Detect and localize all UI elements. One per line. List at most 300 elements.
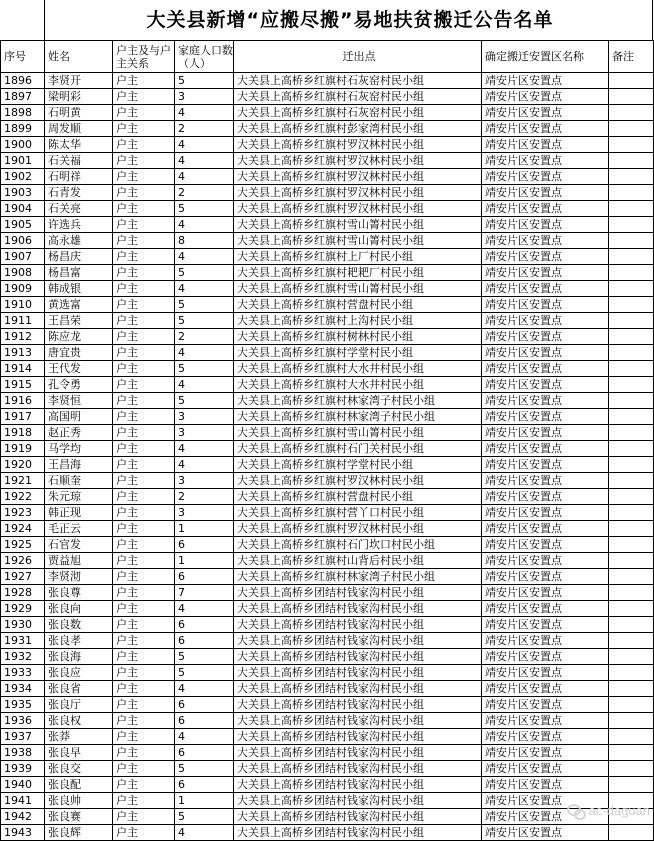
- cell-note: [609, 569, 654, 585]
- cell-origin: 大关县上高桥乡团结村钱家沟村民小组: [234, 777, 482, 793]
- cell-family-size: 4: [175, 729, 234, 745]
- cell-family-size: 5: [175, 361, 234, 377]
- cell-name: 李贤开: [45, 73, 113, 89]
- cell-note: [609, 601, 654, 617]
- cell-relation: 户主: [113, 505, 175, 521]
- table-row: [1, 121, 654, 137]
- cell-origin: 大关县上高桥乡团结村钱家沟村民小组: [234, 601, 482, 617]
- cell-area: 靖安片区安置点: [482, 537, 609, 553]
- cell-name: 高国明: [45, 409, 113, 425]
- cell-area: 靖安片区安置点: [482, 665, 609, 681]
- cell-relation: 户主: [113, 713, 175, 729]
- table-row: [1, 73, 654, 89]
- cell-area: 靖安片区安置点: [482, 345, 609, 361]
- cell-name: 杨昌庆: [45, 249, 113, 265]
- table-row: [1, 569, 654, 585]
- cell-origin: 大关县上高桥乡红旗村雪山箐村民小组: [234, 281, 482, 297]
- cell-origin: 大关县上高桥乡红旗村罗汉林村民小组: [234, 169, 482, 185]
- cell-area: 靖安片区安置点: [482, 457, 609, 473]
- cell-note: [609, 121, 654, 137]
- cell-note: [609, 377, 654, 393]
- table-row: [1, 601, 654, 617]
- cell-seq: 1906: [1, 233, 45, 249]
- cell-name: 张良海: [45, 649, 113, 665]
- cell-relation: 户主: [113, 665, 175, 681]
- title-left-cell: [0, 0, 45, 40]
- cell-origin: 大关县上高桥乡红旗村石灰窑村民小组: [234, 73, 482, 89]
- cell-relation: 户主: [113, 377, 175, 393]
- watermark: [567, 803, 650, 818]
- cell-note: [609, 281, 654, 297]
- header-name: 姓名: [45, 41, 113, 73]
- table-row: [1, 457, 654, 473]
- cell-area: 靖安片区安置点: [482, 281, 609, 297]
- cell-relation: 户主: [113, 745, 175, 761]
- cell-family-size: 2: [175, 121, 234, 137]
- header-family-size: 家庭人口数（人）: [175, 41, 234, 73]
- cell-origin: 大关县上高桥乡红旗村罗汉林村民小组: [234, 185, 482, 201]
- cell-name: 王昌荣: [45, 313, 113, 329]
- cell-seq: 1939: [1, 761, 45, 777]
- table-row: [1, 537, 654, 553]
- table-row: [1, 633, 654, 649]
- cell-name: 石官发: [45, 537, 113, 553]
- cell-note: [609, 105, 654, 121]
- cell-note: [609, 729, 654, 745]
- cell-note: [609, 425, 654, 441]
- cell-area: 靖安片区安置点: [482, 217, 609, 233]
- table-row: [1, 793, 654, 809]
- cell-name: 石顺奎: [45, 473, 113, 489]
- cell-relation: 户主: [113, 89, 175, 105]
- cell-family-size: 5: [175, 761, 234, 777]
- cell-seq: 1912: [1, 329, 45, 345]
- cell-relation: 户主: [113, 633, 175, 649]
- relocation-table: [0, 40, 654, 841]
- cell-seq: 1925: [1, 537, 45, 553]
- table-row: [1, 281, 654, 297]
- cell-area: 靖安片区安置点: [482, 105, 609, 121]
- table-row: [1, 521, 654, 537]
- cell-name: 张良辉: [45, 825, 113, 841]
- cell-relation: 户主: [113, 793, 175, 809]
- cell-area: 靖安片区安置点: [482, 617, 609, 633]
- cell-name: 高永雄: [45, 233, 113, 249]
- cell-seq: 1922: [1, 489, 45, 505]
- cell-area: 靖安片区安置点: [482, 377, 609, 393]
- cell-family-size: 3: [175, 473, 234, 489]
- table-body: [1, 73, 654, 841]
- cell-seq: 1943: [1, 825, 45, 841]
- cell-seq: 1940: [1, 777, 45, 793]
- cell-relation: 户主: [113, 409, 175, 425]
- cell-relation: 户主: [113, 393, 175, 409]
- cell-family-size: 6: [175, 697, 234, 713]
- cell-origin: 大关县上高桥乡红旗村雪山箐村民小组: [234, 217, 482, 233]
- cell-area: 靖安片区安置点: [482, 185, 609, 201]
- cell-name: 王昌海: [45, 457, 113, 473]
- cell-seq: 1918: [1, 425, 45, 441]
- cell-seq: 1902: [1, 169, 45, 185]
- cell-seq: 1933: [1, 665, 45, 681]
- cell-name: 张莽: [45, 729, 113, 745]
- cell-note: [609, 617, 654, 633]
- cell-origin: 大关县上高桥乡团结村钱家沟村民小组: [234, 585, 482, 601]
- cell-relation: 户主: [113, 73, 175, 89]
- cell-family-size: 4: [175, 137, 234, 153]
- cell-area: 靖安片区安置点: [482, 393, 609, 409]
- cell-relation: 户主: [113, 457, 175, 473]
- header-relation: 户主及与户主关系: [113, 41, 175, 73]
- cell-note: [609, 553, 654, 569]
- cell-area: 靖安片区安置点: [482, 441, 609, 457]
- cell-seq: 1934: [1, 681, 45, 697]
- cell-relation: 户主: [113, 105, 175, 121]
- cell-relation: 户主: [113, 217, 175, 233]
- cell-note: [609, 297, 654, 313]
- cell-seq: 1911: [1, 313, 45, 329]
- cell-origin: 大关县上高桥乡团结村钱家沟村民小组: [234, 713, 482, 729]
- table-row: [1, 585, 654, 601]
- cell-origin: 大关县上高桥乡团结村钱家沟村民小组: [234, 681, 482, 697]
- cell-origin: 大关县上高桥乡红旗村罗汉林村民小组: [234, 201, 482, 217]
- cell-name: 张良交: [45, 761, 113, 777]
- cell-area: 靖安片区安置点: [482, 121, 609, 137]
- cell-family-size: 5: [175, 265, 234, 281]
- cell-area: 靖安片区安置点: [482, 169, 609, 185]
- cell-family-size: 1: [175, 793, 234, 809]
- cell-area: 靖安片区安置点: [482, 137, 609, 153]
- cell-origin: 大关县上高桥乡红旗村营盘村民小组: [234, 489, 482, 505]
- cell-seq: 1921: [1, 473, 45, 489]
- header-origin: 迁出点: [234, 41, 482, 73]
- cell-note: [609, 361, 654, 377]
- table-row: [1, 553, 654, 569]
- cell-note: [609, 137, 654, 153]
- cell-relation: 户主: [113, 617, 175, 633]
- cell-seq: 1914: [1, 361, 45, 377]
- cell-name: 张良向: [45, 601, 113, 617]
- cell-relation: 户主: [113, 777, 175, 793]
- table-header-row: [1, 41, 654, 73]
- table-row: [1, 233, 654, 249]
- cell-relation: 户主: [113, 281, 175, 297]
- cell-note: [609, 489, 654, 505]
- cell-family-size: 6: [175, 617, 234, 633]
- cell-note: [609, 457, 654, 473]
- cell-name: 许选兵: [45, 217, 113, 233]
- cell-family-size: 1: [175, 521, 234, 537]
- cell-note: [609, 681, 654, 697]
- cell-area: 靖安片区安置点: [482, 825, 609, 841]
- table-row: [1, 345, 654, 361]
- cell-seq: 1935: [1, 697, 45, 713]
- cell-area: 靖安片区安置点: [482, 505, 609, 521]
- table-row: [1, 425, 654, 441]
- cell-note: [609, 713, 654, 729]
- table-row: [1, 313, 654, 329]
- cell-origin: 大关县上高桥乡红旗村雪山箐村民小组: [234, 425, 482, 441]
- table-row: [1, 297, 654, 313]
- cell-name: 唐宜贵: [45, 345, 113, 361]
- cell-seq: 1896: [1, 73, 45, 89]
- cell-origin: 大关县上高桥乡红旗村树林村民小组: [234, 329, 482, 345]
- cell-note: [609, 233, 654, 249]
- cell-seq: 1903: [1, 185, 45, 201]
- cell-name: 王代发: [45, 361, 113, 377]
- cell-name: 张良数: [45, 617, 113, 633]
- cell-name: 张良赛: [45, 809, 113, 825]
- header-seq: 序号: [1, 41, 45, 73]
- cell-area: 靖安片区安置点: [482, 313, 609, 329]
- cell-origin: 大关县上高桥乡团结村钱家沟村民小组: [234, 825, 482, 841]
- cell-name: 周发顺: [45, 121, 113, 137]
- cell-family-size: 5: [175, 809, 234, 825]
- cell-seq: 1900: [1, 137, 45, 153]
- cell-family-size: 4: [175, 249, 234, 265]
- cell-seq: 1898: [1, 105, 45, 121]
- cell-seq: 1897: [1, 89, 45, 105]
- table-row: [1, 153, 654, 169]
- cell-origin: 大关县上高桥乡红旗村林家湾子村民小组: [234, 409, 482, 425]
- table-row: [1, 777, 654, 793]
- cell-area: 靖安片区安置点: [482, 681, 609, 697]
- table-row: [1, 361, 654, 377]
- cell-origin: 大关县上高桥乡红旗村石门坎口村民小组: [234, 537, 482, 553]
- cell-seq: 1924: [1, 521, 45, 537]
- table-row: [1, 473, 654, 489]
- cell-relation: 户主: [113, 249, 175, 265]
- table-row: [1, 745, 654, 761]
- cell-note: [609, 169, 654, 185]
- cell-family-size: 5: [175, 297, 234, 313]
- cell-relation: 户主: [113, 441, 175, 457]
- cell-name: 黄选富: [45, 297, 113, 313]
- cell-note: [609, 745, 654, 761]
- cell-family-size: 5: [175, 393, 234, 409]
- watermark-text: ac-daguan: [588, 803, 650, 818]
- cell-family-size: 4: [175, 153, 234, 169]
- table-row: [1, 105, 654, 121]
- cell-family-size: 7: [175, 585, 234, 601]
- cell-family-size: 6: [175, 537, 234, 553]
- cell-area: 靖安片区安置点: [482, 585, 609, 601]
- table-row: [1, 185, 654, 201]
- cell-name: 孔令勇: [45, 377, 113, 393]
- cell-family-size: 5: [175, 313, 234, 329]
- cell-seq: 1913: [1, 345, 45, 361]
- cell-name: 石明祥: [45, 169, 113, 185]
- cell-relation: 户主: [113, 521, 175, 537]
- cell-name: 张良厅: [45, 697, 113, 713]
- cell-family-size: 4: [175, 681, 234, 697]
- cell-seq: 1923: [1, 505, 45, 521]
- cell-family-size: 4: [175, 345, 234, 361]
- table-row: [1, 377, 654, 393]
- cell-area: 靖安片区安置点: [482, 249, 609, 265]
- table-row: [1, 441, 654, 457]
- cell-seq: 1910: [1, 297, 45, 313]
- cell-family-size: 2: [175, 185, 234, 201]
- cell-note: [609, 537, 654, 553]
- cell-name: 李贤沏: [45, 569, 113, 585]
- cell-name: 杨昌富: [45, 265, 113, 281]
- cell-seq: 1916: [1, 393, 45, 409]
- cell-area: 靖安片区安置点: [482, 809, 609, 825]
- cell-area: 靖安片区安置点: [482, 713, 609, 729]
- cell-note: [609, 521, 654, 537]
- cell-seq: 1904: [1, 201, 45, 217]
- cell-name: 张良早: [45, 745, 113, 761]
- cell-note: [609, 761, 654, 777]
- cell-note: [609, 585, 654, 601]
- cell-seq: 1938: [1, 745, 45, 761]
- header-area: 确定搬迁安置区名称: [482, 41, 609, 73]
- cell-seq: 1942: [1, 809, 45, 825]
- cell-name: 石关亮: [45, 201, 113, 217]
- cell-relation: 户主: [113, 825, 175, 841]
- cell-relation: 户主: [113, 585, 175, 601]
- cell-seq: 1928: [1, 585, 45, 601]
- cell-seq: 1930: [1, 617, 45, 633]
- cell-relation: 户主: [113, 489, 175, 505]
- cell-origin: 大关县上高桥乡红旗村耙耙厂村民小组: [234, 265, 482, 281]
- cell-seq: 1905: [1, 217, 45, 233]
- cell-area: 靖安片区安置点: [482, 521, 609, 537]
- cell-seq: 1936: [1, 713, 45, 729]
- header-note: 备注: [609, 41, 654, 73]
- cell-origin: 大关县上高桥乡红旗村大水井村民小组: [234, 361, 482, 377]
- cell-name: 石关福: [45, 153, 113, 169]
- cell-area: 靖安片区安置点: [482, 297, 609, 313]
- cell-seq: 1899: [1, 121, 45, 137]
- cell-family-size: 5: [175, 73, 234, 89]
- cell-name: 张良配: [45, 777, 113, 793]
- cell-area: 靖安片区安置点: [482, 153, 609, 169]
- cell-origin: 大关县上高桥乡团结村钱家沟村民小组: [234, 665, 482, 681]
- cell-origin: 大关县上高桥乡红旗村罗汉林村民小组: [234, 137, 482, 153]
- cell-area: 靖安片区安置点: [482, 233, 609, 249]
- table-row: [1, 505, 654, 521]
- cell-relation: 户主: [113, 569, 175, 585]
- cell-origin: 大关县上高桥乡团结村钱家沟村民小组: [234, 761, 482, 777]
- cell-note: [609, 505, 654, 521]
- cell-relation: 户主: [113, 601, 175, 617]
- cell-relation: 户主: [113, 169, 175, 185]
- cell-name: 韩正现: [45, 505, 113, 521]
- cell-name: 韩成银: [45, 281, 113, 297]
- cell-name: 马学均: [45, 441, 113, 457]
- cell-origin: 大关县上高桥乡红旗村山背后村民小组: [234, 553, 482, 569]
- cell-area: 靖安片区安置点: [482, 425, 609, 441]
- cell-seq: 1937: [1, 729, 45, 745]
- cell-relation: 户主: [113, 345, 175, 361]
- cell-origin: 大关县上高桥乡团结村钱家沟村民小组: [234, 633, 482, 649]
- table-row: [1, 665, 654, 681]
- cell-area: 靖安片区安置点: [482, 601, 609, 617]
- cell-name: 朱元琼: [45, 489, 113, 505]
- cell-family-size: 2: [175, 329, 234, 345]
- table-row: [1, 201, 654, 217]
- cell-family-size: 4: [175, 281, 234, 297]
- page-title: 大关县新增“应搬尽搬”易地扶贫搬迁公告名单: [146, 9, 554, 31]
- cell-name: 石青发: [45, 185, 113, 201]
- cell-family-size: 3: [175, 505, 234, 521]
- cell-relation: 户主: [113, 233, 175, 249]
- cell-origin: 大关县上高桥乡红旗村上厂村民小组: [234, 249, 482, 265]
- cell-origin: 大关县上高桥乡红旗村上沟村民小组: [234, 313, 482, 329]
- cell-origin: 大关县上高桥乡红旗村营盘村民小组: [234, 297, 482, 313]
- title-row: [0, 0, 654, 41]
- cell-note: [609, 633, 654, 649]
- cell-name: 陈应龙: [45, 329, 113, 345]
- cell-origin: 大关县上高桥乡红旗村石门关村民小组: [234, 441, 482, 457]
- cell-family-size: 4: [175, 217, 234, 233]
- table-row: [1, 137, 654, 153]
- cell-origin: 大关县上高桥乡团结村钱家沟村民小组: [234, 793, 482, 809]
- cell-area: 靖安片区安置点: [482, 473, 609, 489]
- cell-relation: 户主: [113, 681, 175, 697]
- cell-origin: 大关县上高桥乡团结村钱家沟村民小组: [234, 729, 482, 745]
- cell-area: 靖安片区安置点: [482, 553, 609, 569]
- cell-origin: 大关县上高桥乡红旗村大水井村民小组: [234, 377, 482, 393]
- cell-note: [609, 185, 654, 201]
- cell-note: [609, 201, 654, 217]
- cell-origin: 大关县上高桥乡红旗村林家湾子村民小组: [234, 393, 482, 409]
- cell-family-size: 3: [175, 425, 234, 441]
- cell-area: 靖安片区安置点: [482, 761, 609, 777]
- cell-family-size: 6: [175, 713, 234, 729]
- cell-note: [609, 777, 654, 793]
- table-row: [1, 825, 654, 841]
- cell-origin: 大关县上高桥乡红旗村罗汉林村民小组: [234, 521, 482, 537]
- cell-seq: 1908: [1, 265, 45, 281]
- cell-note: [609, 825, 654, 841]
- cell-relation: 户主: [113, 809, 175, 825]
- cell-note: [609, 409, 654, 425]
- cell-name: 张良孝: [45, 633, 113, 649]
- cell-family-size: 6: [175, 569, 234, 585]
- table-row: [1, 697, 654, 713]
- cell-family-size: 4: [175, 601, 234, 617]
- cell-family-size: 6: [175, 745, 234, 761]
- cell-relation: 户主: [113, 649, 175, 665]
- cell-note: [609, 265, 654, 281]
- cell-seq: 1926: [1, 553, 45, 569]
- cell-area: 靖安片区安置点: [482, 729, 609, 745]
- cell-seq: 1909: [1, 281, 45, 297]
- cell-family-size: 5: [175, 201, 234, 217]
- cell-area: 靖安片区安置点: [482, 361, 609, 377]
- cell-note: [609, 393, 654, 409]
- table-row: [1, 393, 654, 409]
- cell-seq: 1927: [1, 569, 45, 585]
- cell-note: [609, 473, 654, 489]
- table-row: [1, 169, 654, 185]
- cell-origin: 大关县上高桥乡红旗村罗汉林村民小组: [234, 473, 482, 489]
- cell-relation: 户主: [113, 729, 175, 745]
- cell-area: 靖安片区安置点: [482, 265, 609, 281]
- cell-family-size: 8: [175, 233, 234, 249]
- cell-seq: 1941: [1, 793, 45, 809]
- cell-family-size: 4: [175, 377, 234, 393]
- cell-area: 靖安片区安置点: [482, 633, 609, 649]
- cell-origin: 大关县上高桥乡红旗村营丫口村民小组: [234, 505, 482, 521]
- cell-relation: 户主: [113, 537, 175, 553]
- cell-area: 靖安片区安置点: [482, 489, 609, 505]
- cell-note: [609, 89, 654, 105]
- cell-area: 靖安片区安置点: [482, 793, 609, 809]
